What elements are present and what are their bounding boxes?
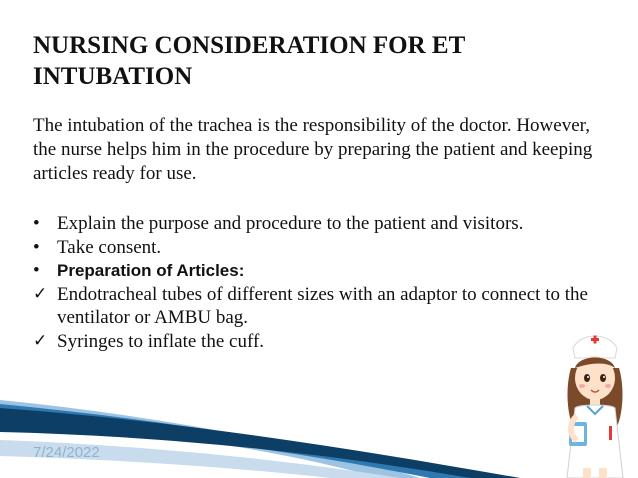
bullet-text: Explain the purpose and procedure to the patient and visitors.: [57, 213, 524, 234]
check-item: [33, 283, 623, 330]
checkmark-icon: ✓: [33, 330, 48, 351]
bullet-item: [33, 212, 623, 236]
bullet-item: [33, 259, 623, 283]
bullet-list: [33, 212, 623, 353]
bullet-text-bold: Preparation of Articles:: [57, 261, 245, 280]
nurse-illustration-icon: [553, 318, 638, 478]
decorative-swoosh: [0, 380, 638, 478]
check-item: [33, 330, 623, 354]
bullet-text: Take consent.: [57, 236, 162, 258]
slide-title: NURSING CONSIDERATION FOR ET INTUBATION: [33, 32, 465, 90]
check-text: Endotracheal tubes of different sizes with an adaptor to connect to the ventilator or AMBU bag.: [57, 283, 588, 328]
intro-paragraph: The intubation of the trachea is the responsibility of the doctor. However, the nurse helps him in the procedure by preparing the patient and keeping articles ready for use.: [33, 115, 593, 184]
check-text: Syringes to inflate the cuff.: [57, 330, 265, 352]
bullet-marker: •: [33, 213, 40, 234]
bullet-item: [33, 236, 623, 260]
bullet-marker: •: [33, 260, 40, 281]
checkmark-icon: ✓: [33, 283, 48, 304]
slide-date: 7/24/2022: [33, 444, 100, 461]
bullet-marker: •: [33, 236, 40, 258]
